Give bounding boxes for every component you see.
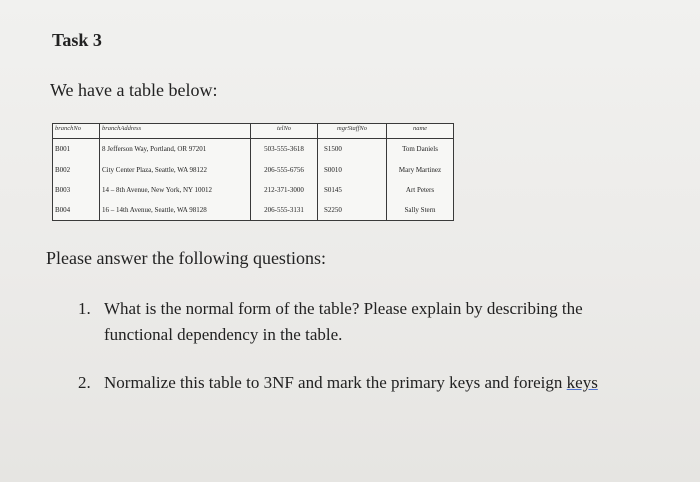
cell-telno: 503-555-3618 <box>251 139 318 160</box>
cell-branchno: B001 <box>53 139 100 160</box>
cell-mgrstaffno: S0010 <box>318 160 387 180</box>
cell-name: Mary Martinez <box>398 165 442 174</box>
cell-branchaddress: 14 – 8th Avenue, New York, NY 10012 <box>100 180 251 200</box>
table-header-row <box>53 124 453 139</box>
question-number: 1. <box>78 299 91 318</box>
table-row <box>53 160 453 180</box>
cell-branchaddress: 16 – 14th Avenue, Seattle, WA 98128 <box>100 200 251 220</box>
task-title: Task 3 <box>52 30 102 50</box>
cell-branchno: B003 <box>53 180 100 200</box>
cell-telno: 206-555-3131 <box>251 200 318 220</box>
table-row <box>53 139 453 160</box>
header-name: name <box>387 124 454 139</box>
header-branchaddress: branchAddress <box>100 124 251 139</box>
question-text <box>104 370 598 396</box>
question-line-2: functional dependency in the table. <box>104 325 343 344</box>
cell-branchno: B002 <box>53 160 100 180</box>
cell-branchaddress: 8 Jefferson Way, Portland, OR 97201 <box>100 139 251 160</box>
cell-mgrstaffno: S0145 <box>318 180 387 200</box>
intro-text: We have a table below: <box>50 80 218 100</box>
question-number: 2. <box>78 373 91 392</box>
cell-branchno: B004 <box>53 200 100 220</box>
cell-name: Tom Daniels <box>402 145 438 154</box>
cell-branchaddress: City Center Plaza, Seattle, WA 98122 <box>100 160 251 180</box>
cell-mgrstaffno: S2250 <box>318 200 387 220</box>
cell-mgrstaffno: S1500 <box>318 139 387 160</box>
spellcheck-underlined-word: keys <box>566 373 598 392</box>
table-row <box>53 200 453 220</box>
questions-intro: Please answer the following questions: <box>46 248 326 268</box>
cell-telno: 206-555-6756 <box>251 160 318 180</box>
header-telno: telNo <box>251 124 318 139</box>
question-text <box>104 296 583 348</box>
question-line-1-prefix: Normalize this table to 3NF and mark the primary keys and foreign <box>104 373 567 392</box>
header-branchno: branchNo <box>53 124 100 139</box>
branch-data-table <box>53 124 453 220</box>
branch-table <box>52 123 454 221</box>
cell-name: Sally Stern <box>404 205 436 214</box>
table-row <box>53 180 453 200</box>
cell-telno: 212-371-3000 <box>251 180 318 200</box>
header-mgrstaffno: mgrStaffNo <box>318 124 387 139</box>
question-line-1: What is the normal form of the table? Please explain by describing the <box>104 299 583 318</box>
cell-name: Art Peters <box>405 185 435 194</box>
